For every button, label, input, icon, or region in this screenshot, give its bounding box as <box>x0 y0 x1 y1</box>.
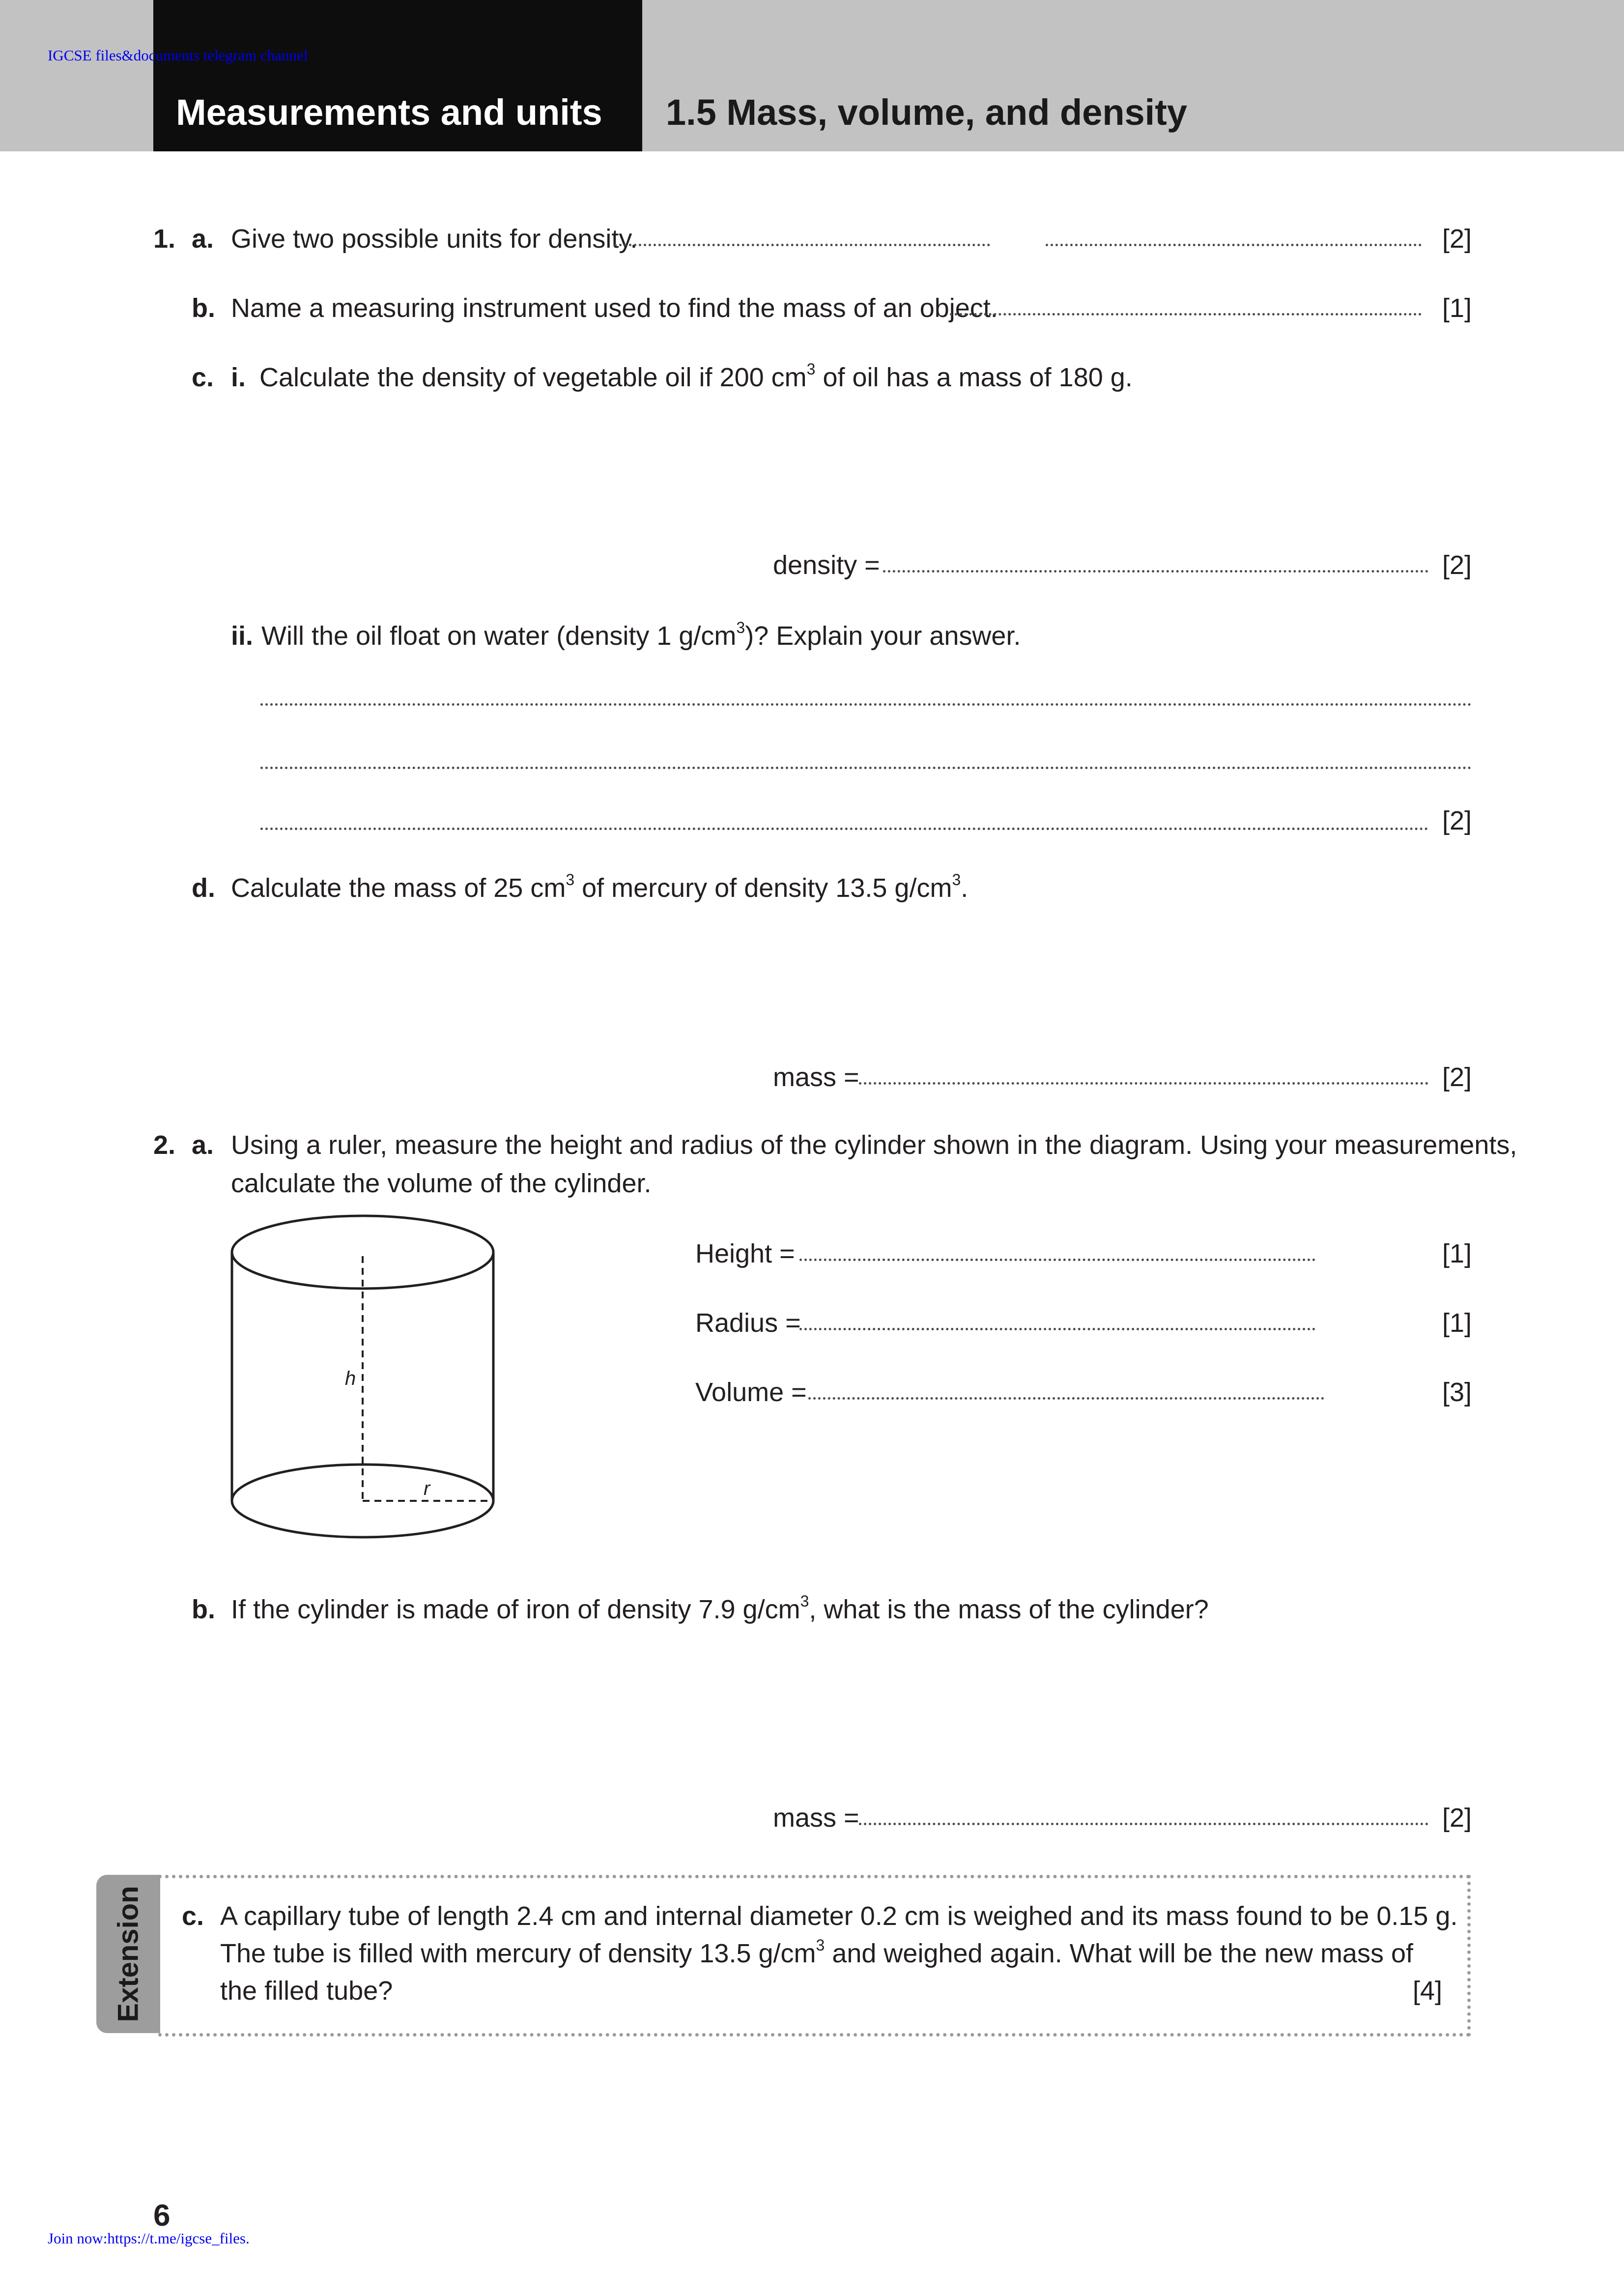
q1b-answer-line[interactable] <box>950 313 1422 316</box>
height-label: h <box>345 1368 356 1389</box>
q1b-label: b. <box>192 293 215 323</box>
q2b-mass-label: mass = <box>773 1803 859 1833</box>
q1a-answer-line-2[interactable] <box>1046 244 1422 246</box>
q2a-volume-answer-line[interactable] <box>808 1397 1324 1400</box>
q1cii-answer-line-3[interactable] <box>260 828 1428 830</box>
q2a-radius-marks: [1] <box>1442 1308 1472 1338</box>
q2a-height-marks: [1] <box>1442 1239 1472 1268</box>
cylinder-top-ellipse <box>232 1216 493 1289</box>
q2a-radius-answer-line[interactable] <box>799 1328 1315 1330</box>
q2b-marks: [2] <box>1442 1803 1472 1833</box>
q1d-label: d. <box>192 873 215 903</box>
q2a-volume-label: Volume = <box>695 1378 807 1407</box>
q2b-text: If the cylinder is made of iron of density 7.9 $g/cm^3$, what is the mass of the cylinder? <box>231 1592 1209 1624</box>
q1d-mass-label: mass = <box>773 1062 859 1092</box>
q1ci-label: i. <box>231 363 246 392</box>
q1ci-text: Calculate the density of vegetable oil if 200 $cm^3$ of oil has a mass of 180 g. <box>259 360 1133 392</box>
q2c-text-line2: The tube is filled with mercury of density 13.5 $g/cm^3$ and weighed again. What will be the new mass of <box>220 1936 1414 1968</box>
q1cii-text: Will the oil float on water (density 1 $g/cm^3$)? Explain your answer. <box>261 619 1021 651</box>
q1ci-density-label: density = <box>773 550 880 580</box>
q2c-text-line1: A capillary tube of length 2.4 cm and internal diameter 0.2 cm is weighed and its mass found to be 0.15 g. <box>220 1901 1458 1931</box>
q1-number: 1. <box>153 224 176 254</box>
q2a-text-line1: Using a ruler, measure the height and radius of the cylinder shown in the diagram. Using your measurements, <box>231 1130 1517 1160</box>
q1b-marks: [1] <box>1442 293 1472 323</box>
q2b-answer-line[interactable] <box>859 1823 1428 1825</box>
cylinder-diagram <box>224 1213 499 1557</box>
q1ci-marks: [2] <box>1442 550 1472 580</box>
q1c-label: c. <box>192 363 214 392</box>
q1cii-answer-line-2[interactable] <box>260 767 1472 769</box>
extension-label: Extension <box>112 1886 144 2022</box>
q1d-text: Calculate the mass of 25 $cm^3$ of mercury of density 13.5 $g/cm^3$. <box>231 871 969 903</box>
q1cii-label: ii. <box>231 621 254 651</box>
q2a-label: a. <box>192 1130 214 1160</box>
q2c-label: c. <box>182 1901 204 1931</box>
q1ci-answer-line[interactable] <box>883 570 1428 573</box>
radius-label: r <box>424 1478 430 1499</box>
chapter-title: Measurements and units <box>176 92 602 133</box>
q1a-text: Give two possible units for density. <box>231 224 638 254</box>
section-title: 1.5 Mass, volume, and density <box>666 92 1188 133</box>
q2a-height-answer-line[interactable] <box>799 1259 1315 1261</box>
q1cii-answer-line-1[interactable] <box>260 703 1472 706</box>
watermark-top[interactable]: IGCSE files&documents telegram channel <box>48 47 308 64</box>
q2c-marks: [4] <box>1412 1976 1442 2006</box>
q1cii-marks: [2] <box>1442 806 1472 835</box>
q2-number: 2. <box>153 1130 176 1160</box>
watermark-bottom-link[interactable]: Join now:https://t.me/igcse_files. <box>48 2230 250 2247</box>
q1a-marks: [2] <box>1442 224 1472 254</box>
page-number: 6 <box>153 2199 171 2233</box>
q1a-answer-line-1[interactable] <box>614 244 990 246</box>
q1a-label: a. <box>192 224 214 254</box>
q2b-label: b. <box>192 1595 215 1624</box>
q1d-marks: [2] <box>1442 1062 1472 1092</box>
q2a-height-label: Height = <box>695 1239 795 1268</box>
q2a-text-line2: calculate the volume of the cylinder. <box>231 1169 652 1198</box>
q1d-answer-line[interactable] <box>859 1082 1428 1085</box>
q2a-volume-marks: [3] <box>1442 1378 1472 1407</box>
q2c-text-line3: the filled tube? <box>220 1976 393 2006</box>
q1b-text: Name a measuring instrument used to find the mass of an object. <box>231 293 998 323</box>
q2a-radius-label: Radius = <box>695 1308 801 1338</box>
